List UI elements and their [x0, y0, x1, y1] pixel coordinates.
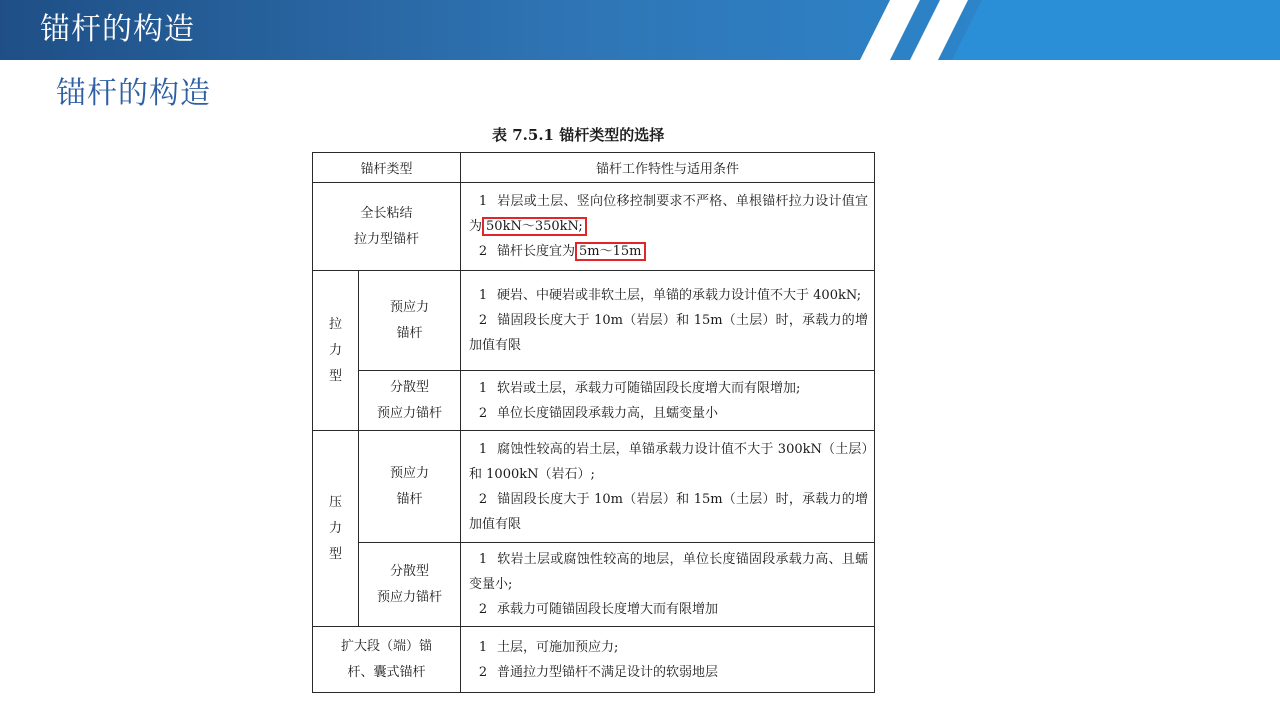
condition-item [469, 401, 868, 426]
type-cell [359, 543, 461, 627]
condition-item [469, 189, 868, 239]
item-number: 1 [478, 639, 488, 655]
type-line: 拉力型锚杆 [354, 231, 420, 247]
item-number: 1 [478, 380, 488, 396]
item-number: 1 [478, 441, 488, 457]
header-title: 锚杆的构造 [40, 12, 195, 47]
type-line: 杆、囊式锚杆 [347, 664, 426, 680]
highlighted-value: 5m～15m [575, 242, 645, 261]
condition-text: 承载力可随锚固段长度增大而有限增加 [497, 602, 719, 617]
table-row [313, 183, 875, 271]
type-line: 预应力 [390, 465, 430, 481]
condition-text: 锚杆长度宜为 [497, 244, 576, 259]
group-char: 力 [328, 520, 342, 536]
type-line: 预应力锚杆 [377, 405, 443, 421]
conditions-cell [461, 431, 875, 543]
highlighted-value: 50kN～350kN; [482, 217, 587, 236]
item-number: 2 [478, 405, 488, 421]
condition-item [469, 283, 868, 308]
condition-text: 软岩土层或腐蚀性较高的地层，单位长度锚固段承载力高、且蠕变量小; [469, 552, 869, 592]
item-number: 1 [478, 194, 488, 209]
item-number: 2 [478, 244, 488, 259]
conditions-cell [461, 271, 875, 371]
group-char: 型 [328, 368, 342, 384]
table-caption: 表 7.5.1 锚杆类型的选择 [492, 126, 665, 144]
item-number: 2 [478, 313, 488, 328]
condition-item [469, 487, 868, 537]
condition-item [469, 239, 868, 264]
type-line: 扩大段（端）锚 [341, 638, 433, 654]
group-char: 压 [328, 494, 342, 510]
condition-item [469, 437, 868, 487]
group-char: 力 [328, 342, 342, 358]
type-line: 全长粘结 [360, 205, 413, 221]
conditions-cell [461, 543, 875, 627]
type-line: 分散型 [390, 379, 430, 395]
section-subtitle: 锚杆的构造 [56, 76, 211, 111]
type-cell [313, 183, 461, 271]
condition-text: 单位长度锚固段承载力高，且蠕变量小 [497, 405, 719, 421]
conditions-cell [461, 371, 875, 431]
table-row [313, 371, 875, 431]
type-cell [359, 431, 461, 543]
condition-text: 腐蚀性较高的岩土层，单锚承载力设计值不大于 300kN（土层）和 1000kN（岩石）; [469, 441, 869, 482]
type-line: 预应力 [390, 299, 430, 315]
type-line: 锚杆 [396, 491, 423, 507]
type-line: 分散型 [390, 563, 430, 579]
table-header-row [313, 153, 875, 183]
condition-text: 普通拉力型锚杆不满足设计的软弱地层 [497, 664, 719, 680]
anchor-type-table [312, 152, 875, 693]
column-header-conditions: 锚杆工作特性与适用条件 [461, 153, 875, 183]
condition-text: 土层，可施加预应力; [497, 639, 619, 655]
item-number: 2 [478, 664, 488, 680]
type-cell [359, 371, 461, 431]
condition-text: 锚固段长度大于 10m（岩层）和 15m（土层）时，承载力的增加值有限 [469, 491, 869, 532]
condition-item [469, 635, 868, 660]
condition-text: 锚固段长度大于 10m（岩层）和 15m（土层）时，承载力的增加值有限 [469, 313, 869, 353]
type-cell [313, 627, 461, 693]
conditions-cell [461, 627, 875, 693]
table-row [313, 271, 875, 371]
condition-text: 软岩或土层，承载力可随锚固段长度增大而有限增加; [497, 380, 801, 396]
table-row [313, 431, 875, 543]
item-number: 1 [478, 552, 488, 567]
item-number: 2 [478, 491, 488, 507]
header-bar [0, 0, 1280, 60]
table-row [313, 627, 875, 693]
group-cell-tension [313, 271, 359, 431]
condition-item [469, 376, 868, 401]
condition-item [469, 308, 868, 358]
type-line: 锚杆 [396, 325, 423, 341]
condition-item [469, 547, 868, 597]
type-line: 预应力锚杆 [377, 589, 443, 605]
conditions-cell [461, 183, 875, 271]
condition-text: 岩层或土层、竖向位移控制要求不严格、单根锚杆拉力设计值宜为 [469, 194, 869, 234]
condition-item [469, 660, 868, 685]
item-number: 1 [478, 288, 488, 303]
group-char: 拉 [328, 316, 342, 332]
group-cell-compression [313, 431, 359, 627]
item-number: 2 [478, 602, 488, 617]
scanned-document [300, 118, 890, 718]
condition-text: 硬岩、中硬岩或非软土层，单锚的承载力设计值不大于 400kN; [497, 288, 862, 303]
column-header-type: 锚杆类型 [313, 153, 461, 183]
group-char: 型 [328, 546, 342, 562]
table-row [313, 543, 875, 627]
type-cell [359, 271, 461, 371]
header-stripes-decoration [790, 0, 1280, 60]
condition-item [469, 597, 868, 622]
